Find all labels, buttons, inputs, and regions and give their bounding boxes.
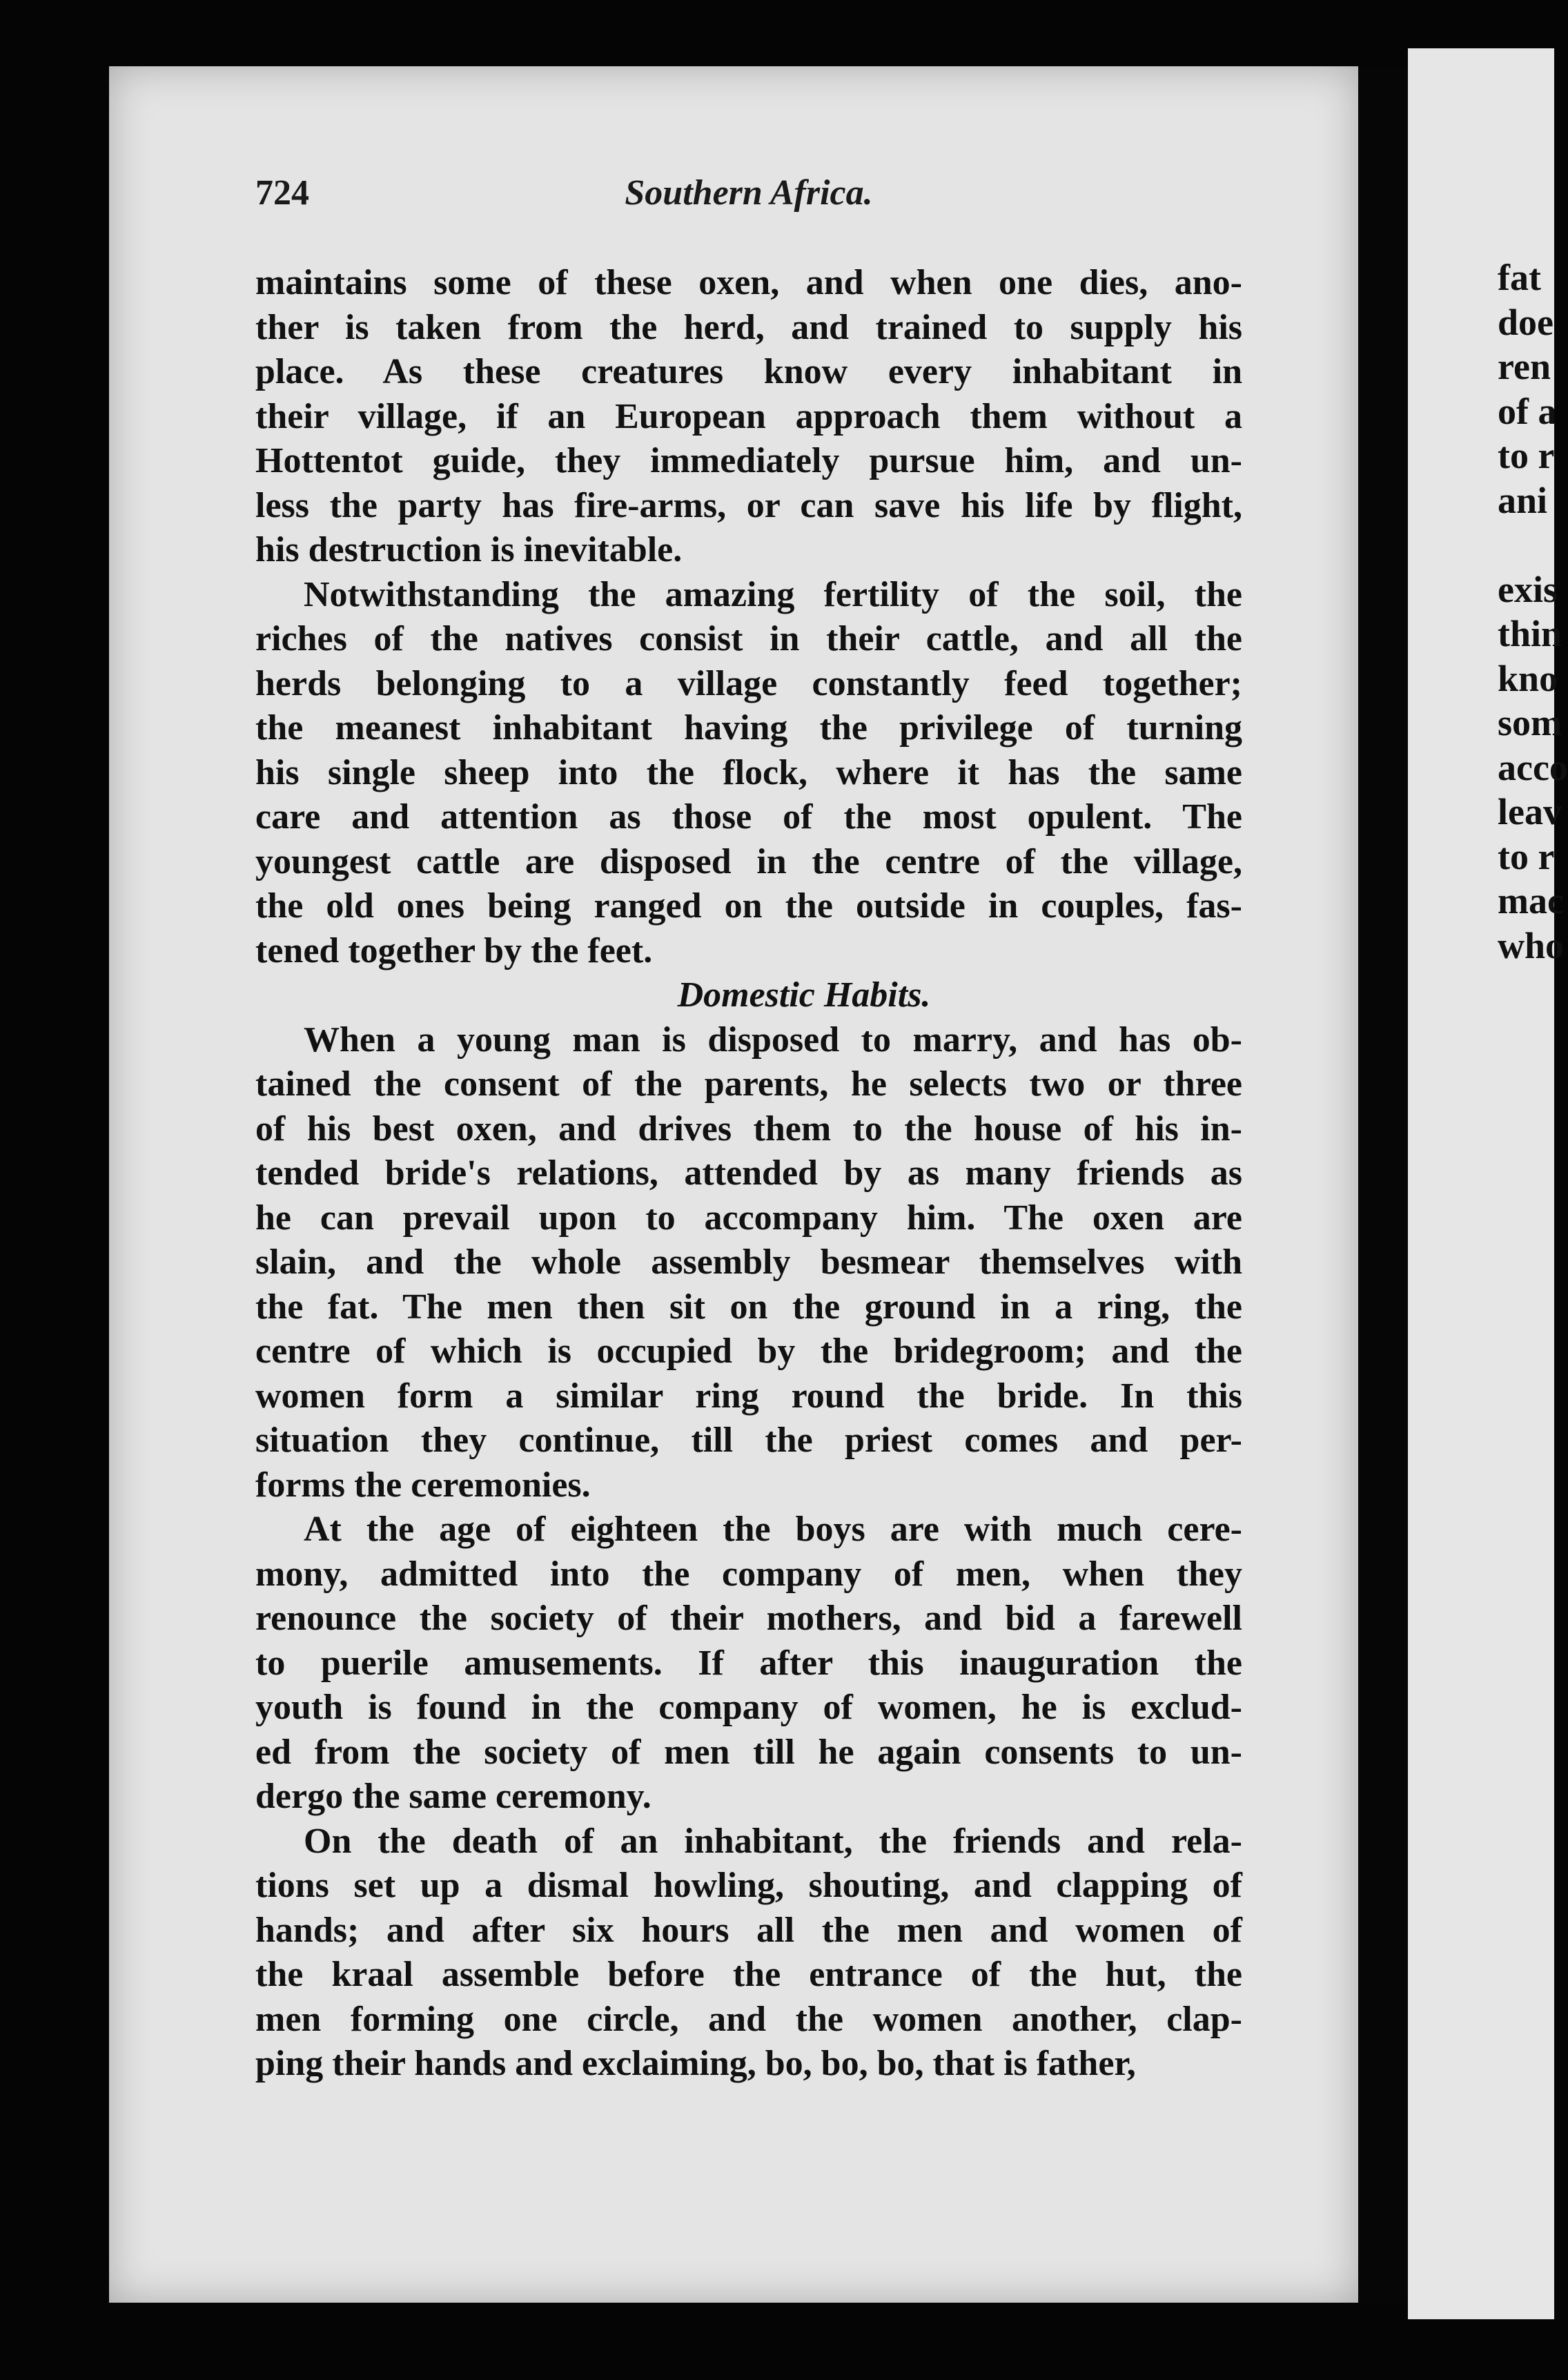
section-heading: Domestic Habits. bbox=[677, 975, 931, 1015]
text-line: tended bride's relations, attended by as many friends as bbox=[255, 1153, 1242, 1193]
text-line: the old ones being ranged on the outside in couples, fas- bbox=[255, 886, 1242, 926]
paragraph bbox=[255, 573, 1242, 974]
facing-line: exis bbox=[1498, 568, 1558, 610]
text-line: maintains some of these oxen, and when one dies, ano- bbox=[255, 263, 1242, 302]
facing-line: to r bbox=[1498, 835, 1555, 877]
text-line: youth is found in the company of women, he is exclud- bbox=[255, 1688, 1242, 1727]
facing-line: som bbox=[1498, 702, 1562, 743]
text-line: centre of which is occupied by the bridegroom; and the bbox=[255, 1332, 1242, 1371]
facing-line: leav bbox=[1498, 791, 1562, 832]
text-line: the fat. The men then sit on the ground in a ring, the bbox=[255, 1287, 1242, 1327]
running-title: Southern Africa. bbox=[625, 173, 873, 213]
text-line: his destruction is inevitable. bbox=[255, 530, 683, 569]
text-line: place. As these creatures know every inhabitant in bbox=[255, 352, 1242, 391]
text-line: their village, if an European approach them without a bbox=[255, 396, 1242, 436]
facing-line: of a bbox=[1498, 390, 1557, 432]
facing-line: kno bbox=[1498, 657, 1558, 699]
facing-line: doe bbox=[1498, 301, 1554, 343]
facing-line: to r bbox=[1498, 435, 1555, 476]
text-line: At the age of eighteen the boys are with much cere- bbox=[304, 1510, 1242, 1549]
facing-line: acco bbox=[1498, 746, 1568, 788]
text-line: men forming one circle, and the women another, clap- bbox=[255, 1999, 1242, 2039]
text-line: less the party has fire-arms, or can save his life by flight, bbox=[255, 485, 1242, 525]
facing-line: fat bbox=[1498, 257, 1541, 298]
text-line: herds belonging to a village constantly feed together; bbox=[255, 663, 1242, 703]
text-line: On the death of an inhabitant, the friends and rela- bbox=[304, 1821, 1242, 1861]
text-line: forms the ceremonies. bbox=[255, 1465, 591, 1505]
text-line: he can prevail upon to accompany him. The oxen are bbox=[255, 1198, 1242, 1238]
text-line: Notwithstanding the amazing fertility of the soil, the bbox=[304, 574, 1242, 614]
facing-line: thin bbox=[1498, 613, 1562, 654]
paragraph bbox=[255, 1018, 1242, 1508]
text-line: women form a similar ring round the bride. In this bbox=[255, 1376, 1242, 1416]
facing-page-edge bbox=[1408, 48, 1568, 2319]
text-line: tions set up a dismal howling, shouting, and clapping of bbox=[255, 1866, 1242, 1905]
paragraph bbox=[255, 1820, 1242, 2087]
text-line: care and attention as those of the most opulent. The bbox=[255, 797, 1242, 837]
text-line: the meanest inhabitant having the privilege of turning bbox=[255, 708, 1242, 748]
text-line: to puerile amusements. If after this inauguration the bbox=[255, 1643, 1242, 1683]
text-line: tained the consent of the parents, he selects two or three bbox=[255, 1064, 1242, 1104]
text-line: his single sheep into the flock, where it has the same bbox=[255, 752, 1242, 792]
text-line: tened together by the feet. bbox=[255, 930, 653, 970]
facing-line: ani bbox=[1498, 479, 1548, 521]
facing-line: mac bbox=[1498, 880, 1564, 921]
paragraph bbox=[255, 1508, 1242, 1820]
text-line: the kraal assemble before the entrance of the hut, the bbox=[255, 1955, 1242, 1994]
facing-line: who bbox=[1498, 924, 1565, 966]
running-head bbox=[255, 173, 1242, 221]
text-line: ed from the society of men till he again consents to un- bbox=[255, 1732, 1242, 1772]
text-line: mony, admitted into the company of men, when they bbox=[255, 1554, 1242, 1594]
text-line: Hottentot guide, they immediately pursue him, and un- bbox=[255, 441, 1242, 480]
facing-line: ren bbox=[1498, 346, 1551, 387]
text-line: youngest cattle are disposed in the centre of the village, bbox=[255, 841, 1242, 881]
text-line: slain, and the whole assembly besmear themselves with bbox=[255, 1242, 1242, 1282]
text-line: ther is taken from the herd, and trained to supply his bbox=[255, 307, 1242, 347]
text-line: dergo the same ceremony. bbox=[255, 1777, 651, 1816]
body-text bbox=[255, 261, 1242, 2087]
text-line: hands; and after six hours all the men and women of bbox=[255, 1910, 1242, 1950]
page-number: 724 bbox=[255, 173, 309, 213]
facing-page-text bbox=[1498, 255, 1568, 968]
text-line: ping their hands and exclaiming, bo, bo, bo, that is father, bbox=[255, 2044, 1136, 2083]
text-line: of his best oxen, and drives them to the house of his in- bbox=[255, 1109, 1242, 1149]
text-line: renounce the society of their mothers, and bid a farewell bbox=[255, 1599, 1242, 1638]
paragraph bbox=[255, 261, 1242, 573]
text-line: situation they continue, till the priest comes and per- bbox=[255, 1421, 1242, 1460]
page-gutter bbox=[1358, 66, 1408, 2303]
text-line: riches of the natives consist in their cattle, and all the bbox=[255, 619, 1242, 659]
text-line: When a young man is disposed to marry, and has ob- bbox=[304, 1020, 1242, 1060]
